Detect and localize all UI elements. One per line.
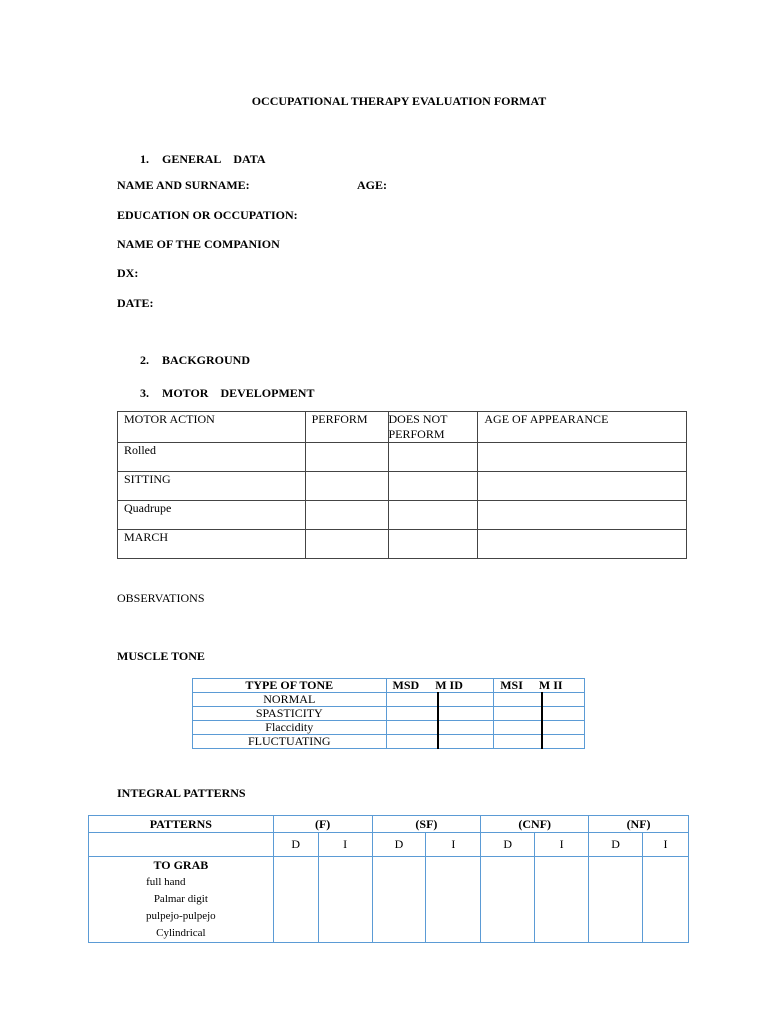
grab-item: full hand <box>146 876 186 888</box>
section-label: MOTOR <box>162 386 209 400</box>
perform-cell[interactable] <box>305 530 388 559</box>
table-row <box>193 707 585 721</box>
field-name: NAME AND SURNAME: <box>117 178 250 192</box>
field-date: DATE: <box>117 296 154 310</box>
cell[interactable] <box>643 857 689 943</box>
subheader-row <box>89 833 689 857</box>
muscle-tone-heading: MUSCLE TONE <box>117 649 205 663</box>
row-label: MARCH <box>118 530 306 559</box>
cell[interactable] <box>494 707 542 721</box>
section-label: DATA <box>233 152 266 166</box>
header-cell <box>494 679 585 693</box>
subheader-cell: I <box>426 833 481 857</box>
table-header-row <box>89 816 689 833</box>
integral-patterns-table <box>88 815 689 943</box>
header-cell: AGE OF APPEARANCE <box>478 412 687 443</box>
cell[interactable] <box>273 857 318 943</box>
subheader-cell: D <box>273 833 318 857</box>
cell[interactable] <box>481 857 535 943</box>
cell[interactable] <box>494 735 542 749</box>
section-background <box>140 353 250 368</box>
header-cell: PERFORM <box>305 412 388 443</box>
header-label: MSI <box>500 678 523 692</box>
cell[interactable] <box>438 707 494 721</box>
header-cell: (F) <box>273 816 372 833</box>
row-label: Quadrupe <box>118 501 306 530</box>
cell[interactable] <box>372 857 426 943</box>
cell[interactable] <box>386 735 438 749</box>
header-cell: PATTERNS <box>89 816 274 833</box>
does-not-perform-cell[interactable] <box>388 501 478 530</box>
grab-cell <box>89 857 274 943</box>
subheader-cell: I <box>643 833 689 857</box>
table-row <box>118 501 687 530</box>
cell[interactable] <box>542 693 585 707</box>
cell[interactable] <box>438 735 494 749</box>
does-not-perform-cell[interactable] <box>388 530 478 559</box>
table-row <box>193 721 585 735</box>
subheader-cell: I <box>535 833 589 857</box>
cell[interactable] <box>542 735 585 749</box>
table-row <box>193 735 585 749</box>
header-cell <box>386 679 494 693</box>
section-motor-development <box>140 386 314 401</box>
perform-cell[interactable] <box>305 472 388 501</box>
table-row <box>193 693 585 707</box>
cell[interactable] <box>386 707 438 721</box>
cell[interactable] <box>438 721 494 735</box>
grab-heading: TO GRAB <box>153 858 209 872</box>
cell[interactable] <box>426 857 481 943</box>
header-cell: MOTOR ACTION <box>118 412 306 443</box>
section-number: 2. <box>140 353 149 367</box>
row-label: Flaccidity <box>193 721 387 735</box>
section-label: DEVELOPMENT <box>220 386 315 400</box>
row-label: Rolled <box>118 443 306 472</box>
header-label: MSD <box>392 678 420 692</box>
section-label: GENERAL <box>162 152 222 166</box>
field-age: AGE: <box>357 178 387 192</box>
table-row <box>118 472 687 501</box>
section-general-data <box>140 152 266 167</box>
cell[interactable] <box>542 721 585 735</box>
field-companion: NAME OF THE COMPANION <box>117 237 280 251</box>
header-cell: (SF) <box>372 816 481 833</box>
header-label: M ID <box>435 678 463 692</box>
table-header-row <box>193 679 585 693</box>
header-label: M II <box>538 678 563 692</box>
field-dx: DX: <box>117 266 139 280</box>
cell[interactable] <box>386 721 438 735</box>
perform-cell[interactable] <box>305 443 388 472</box>
row-label: NORMAL <box>193 693 387 707</box>
section-label: BACKGROUND <box>162 353 251 367</box>
age-cell[interactable] <box>478 501 687 530</box>
table-row <box>118 530 687 559</box>
perform-cell[interactable] <box>305 501 388 530</box>
cell[interactable] <box>438 693 494 707</box>
table-row <box>118 443 687 472</box>
motor-action-table <box>117 411 687 559</box>
section-number: 1. <box>140 152 149 166</box>
grab-item: Cylindrical <box>156 927 206 939</box>
grab-item: Palmar digit <box>153 893 208 905</box>
grab-item: pulpejo-pulpejo <box>146 910 216 922</box>
header-cell: TYPE OF TONE <box>193 679 387 693</box>
row-label: SITTING <box>118 472 306 501</box>
cell[interactable] <box>535 857 589 943</box>
cell[interactable] <box>386 693 438 707</box>
header-cell: (CNF) <box>481 816 589 833</box>
does-not-perform-cell[interactable] <box>388 443 478 472</box>
cell[interactable] <box>494 721 542 735</box>
subheader-cell: D <box>589 833 643 857</box>
table-header-row <box>118 412 687 443</box>
page-title: OCCUPATIONAL THERAPY EVALUATION FORMAT <box>251 94 547 108</box>
age-cell[interactable] <box>478 472 687 501</box>
subheader-cell: I <box>318 833 372 857</box>
row-label: FLUCTUATING <box>193 735 387 749</box>
does-not-perform-cell[interactable] <box>388 472 478 501</box>
cell[interactable] <box>542 707 585 721</box>
subheader-cell: D <box>481 833 535 857</box>
muscle-tone-table <box>192 678 585 749</box>
cell[interactable] <box>589 857 643 943</box>
subheader-cell: D <box>372 833 426 857</box>
section-number: 3. <box>140 386 149 400</box>
integral-patterns-heading: INTEGRAL PATTERNS <box>117 786 246 800</box>
cell[interactable] <box>494 693 542 707</box>
header-cell: (NF) <box>589 816 689 833</box>
observations-label: OBSERVATIONS <box>117 591 205 605</box>
cell[interactable] <box>318 857 372 943</box>
age-cell[interactable] <box>478 443 687 472</box>
row-label: SPASTICITY <box>193 707 387 721</box>
header-cell: DOES NOT PERFORM <box>388 412 478 443</box>
field-education: EDUCATION OR OCCUPATION: <box>117 208 298 222</box>
age-cell[interactable] <box>478 530 687 559</box>
table-row <box>89 857 689 943</box>
blank-cell <box>89 833 274 857</box>
